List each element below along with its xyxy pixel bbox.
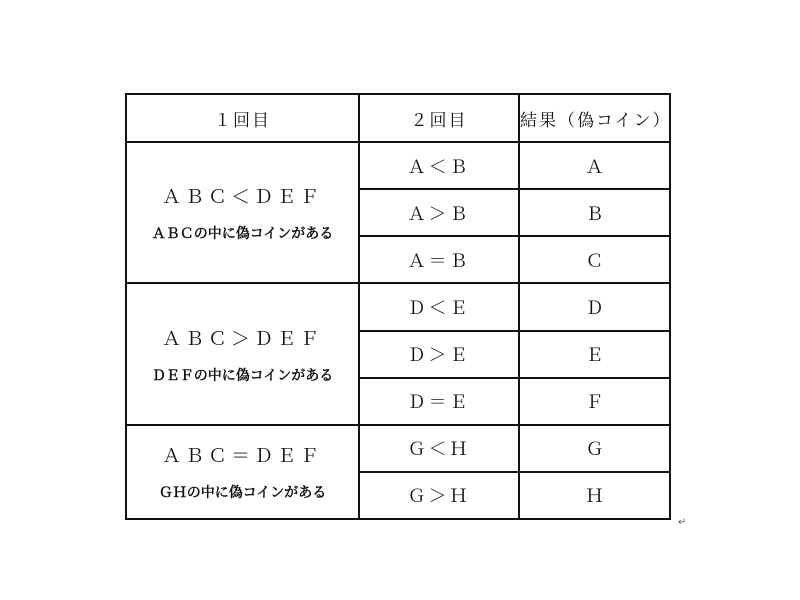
result-cell: Ｈ — [519, 472, 670, 519]
first-weighing-cell — [126, 283, 359, 424]
table-row — [126, 425, 670, 472]
result-cell: Ｄ — [519, 283, 670, 330]
header-row — [126, 94, 670, 142]
header-result: 結果（偽コイン） — [519, 94, 670, 142]
second-weighing-cell: Ａ＜Ｂ — [359, 142, 519, 189]
first-comparison: ＡＢＣ＝ＤＥＦ — [161, 445, 323, 468]
table-row — [126, 283, 670, 330]
first-note: ＤＥＦの中に偽コインがある — [151, 367, 334, 384]
header-first-weighing: １回目 — [126, 94, 359, 142]
first-weighing-cell — [126, 425, 359, 519]
second-weighing-cell: Ｇ＜Ｈ — [359, 425, 519, 472]
result-cell: Ｇ — [519, 425, 670, 472]
result-cell: Ｂ — [519, 189, 670, 236]
result-cell: Ａ — [519, 142, 670, 189]
second-weighing-cell: Ｄ＜Ｅ — [359, 283, 519, 330]
first-weighing-cell — [126, 142, 359, 283]
header-second-weighing: ２回目 — [359, 94, 519, 142]
second-weighing-cell: Ｄ＞Ｅ — [359, 331, 519, 378]
second-weighing-cell: Ｄ＝Ｅ — [359, 378, 519, 425]
second-weighing-cell: Ａ＝Ｂ — [359, 236, 519, 283]
result-cell: Ｅ — [519, 331, 670, 378]
result-cell: Ｃ — [519, 236, 670, 283]
result-cell: Ｆ — [519, 378, 670, 425]
first-note: ＧＨの中に偽コインがある — [158, 485, 327, 502]
table-row — [126, 142, 670, 189]
second-weighing-cell: Ａ＞Ｂ — [359, 189, 519, 236]
second-weighing-cell: Ｇ＞Ｈ — [359, 472, 519, 519]
coin-weighing-table — [125, 93, 671, 520]
first-comparison: ＡＢＣ＜ＤＥＦ — [161, 186, 323, 209]
first-comparison: ＡＢＣ＞ＤＥＦ — [161, 327, 323, 350]
first-note: ＡＢＣの中に偽コインがある — [151, 226, 334, 243]
paragraph-mark-icon: ↵ — [678, 517, 687, 528]
